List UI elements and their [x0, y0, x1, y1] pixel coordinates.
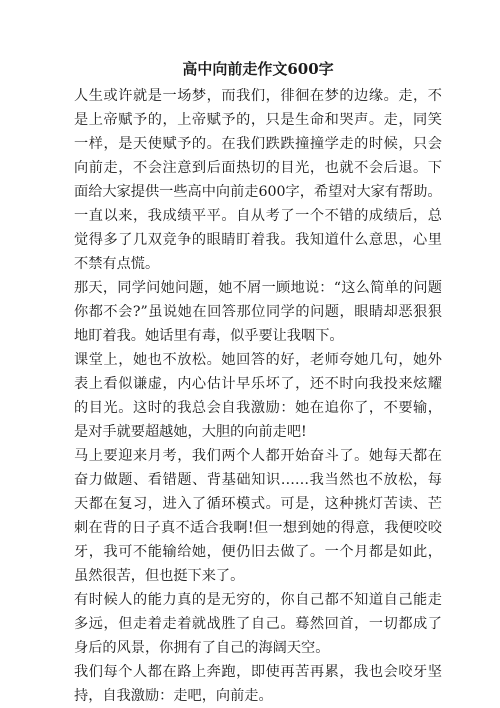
article-paragraph-4: 课堂上，她也不放松。她回答的好，老师夸她几句，她外表上看似谦虚，内心估计早乐坏了，还不时向我投来炫耀的目光。这时的我总会自我激励：她在追你了，不要输，是对手就要超越她，大胆的向前走吧! — [74, 352, 442, 440]
article-paragraph-2: 一直以来，我成绩平平。自从考了一个不错的成绩后，总觉得多了几双竞争的眼睛盯着我。我知道什么意思，心里不禁有点慌。 — [74, 208, 442, 272]
article-title: 高中向前走作文600字 — [182, 60, 334, 78]
article-paragraph-6: 有时候人的能力真的是无穷的，你自己都不知道自己能走多远，但走着走着就战胜了自己。蓦然回首，一切都成了身后的风景，你拥有了自己的海阔天空。 — [74, 592, 442, 656]
article-paragraph-1: 人生或许就是一场梦，而我们，徘徊在梦的边缘。走，不是上帝赋予的，上帝赋予的，只是生命和哭声。走，同笑一样，是天使赋予的。在我们跌跌撞撞学走的时候，只会向前走，不会注意到后面热切的目光，也就不会后退。下面给大家提供一些高中向前走600字，希望对大家有帮助。 — [74, 88, 442, 200]
article-paragraph-5: 马上要迎来月考，我们两个人都开始奋斗了。她每天都在奋力做题、看错题、背基础知识……我当然也不放松，每天都在复习，进入了循环模式。可是，这种挑灯苦读、芒刺在背的日子真不适合我啊!但一想到她的得意，我便咬咬牙，我可不能输给她，便仍旧去做了。一个月都是如此，虽然很苦，但也挺下来了。 — [74, 448, 442, 584]
article-paragraph-7: 我们每个人都在路上奔跑，即使再苦再累，我也会咬牙坚持，自我激励：走吧，向前走。 — [74, 664, 442, 704]
article-paragraph-3: 那天，同学问她问题，她不屑一顾地说：“这么简单的问题你都不会?”虽说她在回答那位同学的问题，眼睛却恶狠狠地盯着我。她话里有毒，似乎要让我咽下。 — [74, 280, 442, 344]
